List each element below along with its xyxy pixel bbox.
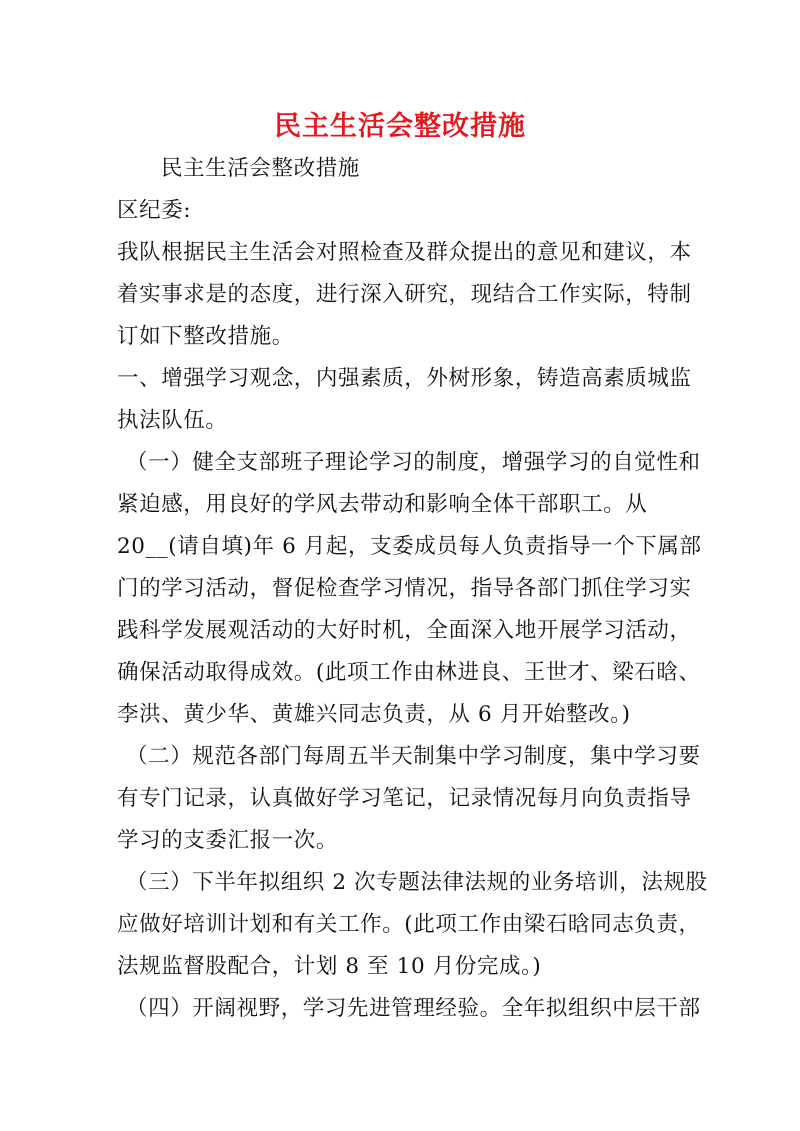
document-title: 民主生活会整改措施 [274, 111, 526, 142]
salutation: 区纪委: [117, 198, 192, 223]
item-3-line: 应做好培训计划和有关工作。(此项工作由梁石晗同志负责， [117, 912, 701, 937]
subtitle: 民主生活会整改措施 [161, 156, 360, 181]
item-1-line: 确保活动取得成效。(此项工作由林进良、王世才、梁石晗、 [117, 660, 701, 685]
item-3-line: 法规监督股配合，计划 8 至 10 月份完成。) [117, 954, 542, 979]
intro-line: 我队根据民主生活会对照检查及群众提出的意见和建议，本 [117, 240, 692, 265]
item-4-line: （四）开阔视野，学习先进管理经验。全年拟组织中层干部 [126, 996, 701, 1021]
item-3-line: （三）下半年拟组织 2 次专题法律法规的业务培训，法规股 [126, 870, 708, 895]
item-1-line: 践科学发展观活动的大好时机，全面深入地开展学习活动， [117, 618, 692, 643]
intro-line: 着实事求是的态度，进行深入研究，现结合工作实际，特制 [117, 282, 692, 307]
item-1-line: 20__(请自填)年 6 月起，支委成员每人负责指导一个下属部 [117, 534, 702, 559]
intro-line: 订如下整改措施。 [117, 324, 294, 349]
item-1-line: 李洪、黄少华、黄雄兴同志负责，从 6 月开始整改。) [117, 702, 631, 727]
item-2-line: （二）规范各部门每周五半天制集中学习制度，集中学习要 [126, 744, 701, 769]
document-body [117, 148, 708, 1030]
item-2-line: 学习的支委汇报一次。 [117, 828, 339, 853]
section-heading: 一、增强学习观念，内强素质，外树形象，铸造高素质城监 [117, 366, 692, 391]
item-1-line: 紧迫感，用良好的学风去带动和影响全体干部职工。从 [117, 492, 648, 517]
item-2-line: 有专门记录，认真做好学习笔记，记录情况每月向负责指导 [117, 786, 692, 811]
section-heading: 执法队伍。 [117, 408, 228, 433]
item-1-line: （一）健全支部班子理论学习的制度，增强学习的自觉性和 [126, 450, 701, 475]
item-1-line: 门的学习活动，督促检查学习情况，指导各部门抓住学习实 [117, 576, 692, 601]
